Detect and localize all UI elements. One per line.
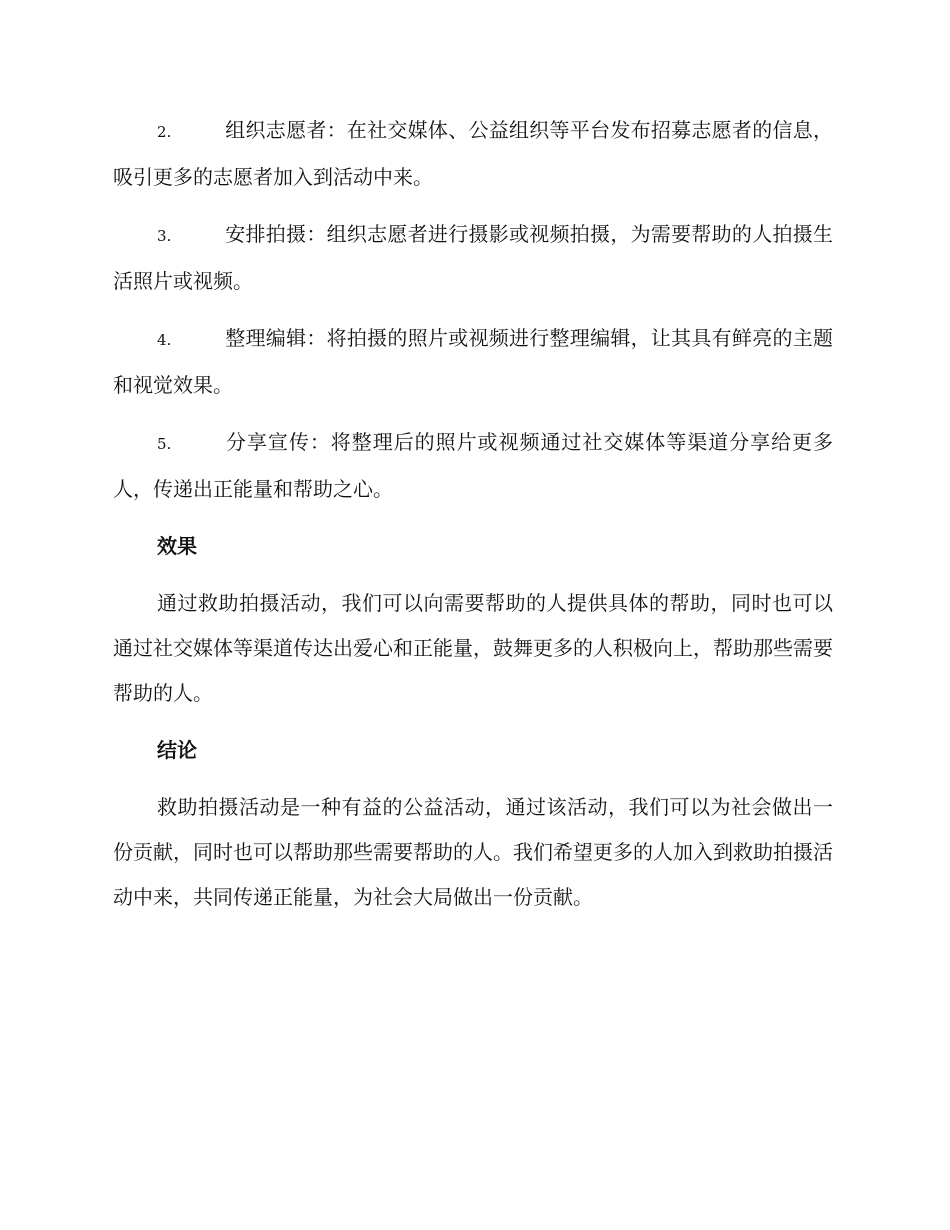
conclusion-paragraph: 救助拍摄活动是一种有益的公益活动，通过该活动，我们可以为社会做出一份贡献，同时也可以帮助那些需要帮助的人。我们希望更多的人加入到救助拍摄活动中来，共同传递正能量，为社会大局做出一份贡献。: [113, 795, 833, 909]
list-text: 安排拍摄：组织志愿者进行摄影或视频拍摄，为需要帮助的人拍摄生活照片或视频。: [113, 222, 833, 293]
list-number: 2.: [157, 123, 172, 141]
list-item: [113, 108, 833, 200]
list-item: [113, 316, 833, 408]
list-text: 组织志愿者：在社交媒体、公益组织等平台发布招募志愿者的信息，吸引更多的志愿者加入到活动中来。: [113, 118, 833, 189]
list-number: 5.: [157, 435, 172, 453]
list-number: 4.: [157, 331, 172, 349]
document-page: [113, 108, 833, 932]
list-text: 分享宣传：将整理后的照片或视频通过社交媒体等渠道分享给更多人，传递出正能量和帮助之心。: [113, 430, 833, 501]
list-text: 整理编辑：将拍摄的照片或视频进行整理编辑，让其具有鲜亮的主题和视觉效果。: [113, 326, 833, 397]
list-item: [113, 420, 833, 512]
list-item: [113, 212, 833, 304]
section-heading-effect: 效果: [157, 534, 197, 558]
effect-paragraph: 通过救助拍摄活动，我们可以向需要帮助的人提供具体的帮助，同时也可以通过社交媒体等渠道传达出爱心和正能量，鼓舞更多的人积极向上，帮助那些需要帮助的人。: [113, 591, 833, 705]
list-number: 3.: [157, 227, 172, 245]
section-heading-conclusion: 结论: [157, 738, 197, 762]
